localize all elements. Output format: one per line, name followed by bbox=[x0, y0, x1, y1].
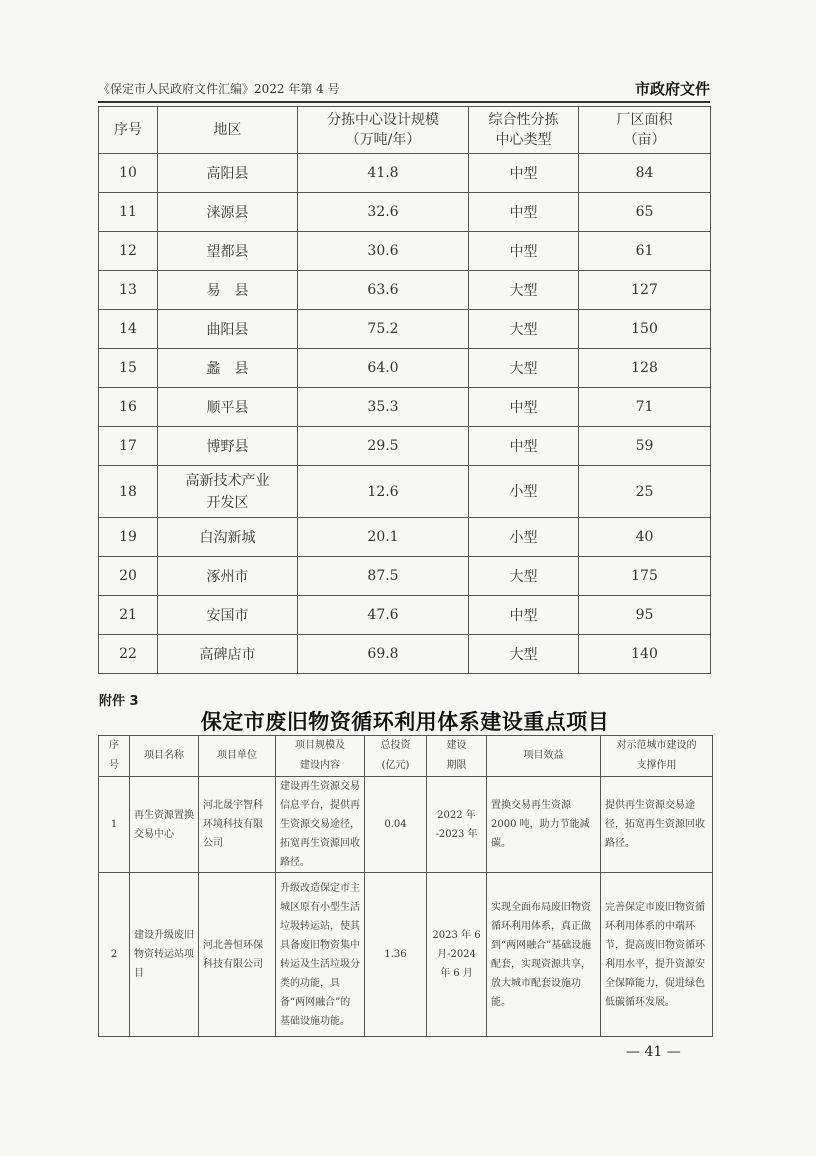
cell-type: 中型 bbox=[469, 154, 579, 193]
cell-type: 大型 bbox=[469, 635, 579, 674]
table-row bbox=[99, 557, 711, 596]
col-header-index: 序号 bbox=[99, 107, 158, 154]
col-header-project-name: 项目名称 bbox=[130, 736, 199, 777]
key-projects-table bbox=[98, 735, 713, 1037]
cell-area: 61 bbox=[579, 232, 711, 271]
cell-project-name: 再生资源置换交易中心 bbox=[130, 777, 199, 873]
table-row bbox=[99, 154, 711, 193]
cell-region: 高碑店市 bbox=[158, 635, 298, 674]
cell-capacity: 41.8 bbox=[298, 154, 469, 193]
cell-support: 完善保定市废旧物资循环利用体系的中端环节，提高废旧物资循环利用水平，提升资源安全保障能力，促进绿色低碳循环发展。 bbox=[601, 873, 713, 1037]
cell-support: 提供再生资源交易途径，拓宽再生资源回收路径。 bbox=[601, 777, 713, 873]
table-row bbox=[99, 388, 711, 427]
cell-area: 127 bbox=[579, 271, 711, 310]
cell-period: 2023 年 6 月-2024 年 6 月 bbox=[427, 873, 487, 1037]
cell-investment: 1.36 bbox=[365, 873, 427, 1037]
cell-project-unit: 河北晟宇智科环境科技有限公司 bbox=[199, 777, 276, 873]
cell-area: 59 bbox=[579, 427, 711, 466]
table-row bbox=[99, 777, 713, 873]
header-section: 市政府文件 bbox=[634, 80, 710, 98]
table-row bbox=[99, 596, 711, 635]
cell-index: 17 bbox=[99, 427, 158, 466]
cell-region: 曲阳县 bbox=[158, 310, 298, 349]
cell-type: 小型 bbox=[469, 518, 579, 557]
cell-capacity: 69.8 bbox=[298, 635, 469, 674]
cell-index: 10 bbox=[99, 154, 158, 193]
col-header-investment: 总投资 (亿元) bbox=[365, 736, 427, 777]
cell-capacity: 20.1 bbox=[298, 518, 469, 557]
cell-index: 14 bbox=[99, 310, 158, 349]
col-header-capacity: 分拣中心设计规模 （万吨/年） bbox=[298, 107, 469, 154]
cell-type: 中型 bbox=[469, 596, 579, 635]
table-header-row bbox=[99, 736, 713, 777]
cell-capacity: 47.6 bbox=[298, 596, 469, 635]
table-row bbox=[99, 466, 711, 518]
cell-project-unit: 河北善恒环保科技有限公司 bbox=[199, 873, 276, 1037]
cell-region: 白沟新城 bbox=[158, 518, 298, 557]
cell-region: 涞源县 bbox=[158, 193, 298, 232]
cell-region: 安国市 bbox=[158, 596, 298, 635]
cell-area: 150 bbox=[579, 310, 711, 349]
cell-period: 2022 年 -2023 年 bbox=[427, 777, 487, 873]
cell-capacity: 29.5 bbox=[298, 427, 469, 466]
cell-type: 中型 bbox=[469, 388, 579, 427]
header-rule bbox=[98, 101, 710, 103]
cell-index: 20 bbox=[99, 557, 158, 596]
running-header bbox=[98, 80, 710, 98]
table-row bbox=[99, 518, 711, 557]
cell-capacity: 35.3 bbox=[298, 388, 469, 427]
cell-benefit: 实现全面布局废旧物资循环利用体系，真正做到“两网融合”基础设施配套，实现资源共享，放大城市配套设施功能。 bbox=[487, 873, 601, 1037]
annex-label: 附件 3 bbox=[99, 694, 139, 709]
cell-index: 18 bbox=[99, 466, 158, 518]
cell-area: 25 bbox=[579, 466, 711, 518]
cell-area: 140 bbox=[579, 635, 711, 674]
col-header-scale: 项目规模及 建设内容 bbox=[276, 736, 365, 777]
cell-type: 大型 bbox=[469, 310, 579, 349]
cell-region: 蠡 县 bbox=[158, 349, 298, 388]
cell-type: 大型 bbox=[469, 557, 579, 596]
cell-index: 12 bbox=[99, 232, 158, 271]
col-header-support: 对示范城市建设的 支撑作用 bbox=[601, 736, 713, 777]
cell-type: 大型 bbox=[469, 271, 579, 310]
cell-index: 22 bbox=[99, 635, 158, 674]
sorting-center-table bbox=[98, 106, 711, 674]
cell-area: 84 bbox=[579, 154, 711, 193]
section-title: 保定市废旧物资循环利用体系建设重点项目 bbox=[200, 710, 610, 734]
table-row bbox=[99, 310, 711, 349]
col-header-index: 序 号 bbox=[99, 736, 130, 777]
table-row bbox=[99, 193, 711, 232]
cell-capacity: 87.5 bbox=[298, 557, 469, 596]
cell-project-name: 建设升级废旧物资转运站项目 bbox=[130, 873, 199, 1037]
cell-area: 175 bbox=[579, 557, 711, 596]
cell-region: 高新技术产业 开发区 bbox=[158, 466, 298, 518]
header-publication: 《保定市人民政府文件汇编》2022 年第 4 号 bbox=[98, 82, 340, 96]
table-header-row bbox=[99, 107, 711, 154]
cell-index: 19 bbox=[99, 518, 158, 557]
cell-type: 大型 bbox=[469, 349, 579, 388]
cell-investment: 0.04 bbox=[365, 777, 427, 873]
cell-type: 小型 bbox=[469, 466, 579, 518]
cell-capacity: 30.6 bbox=[298, 232, 469, 271]
cell-area: 40 bbox=[579, 518, 711, 557]
cell-scale: 建设再生资源交易信息平台，提供再生资源交易途径，拓宽再生资源回收路径。 bbox=[276, 777, 365, 873]
cell-index: 21 bbox=[99, 596, 158, 635]
col-header-benefit: 项目效益 bbox=[487, 736, 601, 777]
cell-area: 65 bbox=[579, 193, 711, 232]
cell-region: 涿州市 bbox=[158, 557, 298, 596]
cell-region: 高阳县 bbox=[158, 154, 298, 193]
cell-index: 11 bbox=[99, 193, 158, 232]
col-header-period: 建设 期限 bbox=[427, 736, 487, 777]
cell-index: 1 bbox=[99, 777, 130, 873]
cell-area: 71 bbox=[579, 388, 711, 427]
table-row bbox=[99, 635, 711, 674]
cell-index: 16 bbox=[99, 388, 158, 427]
cell-area: 95 bbox=[579, 596, 711, 635]
cell-area: 128 bbox=[579, 349, 711, 388]
col-header-area: 厂区面积 （亩） bbox=[579, 107, 711, 154]
cell-capacity: 63.6 bbox=[298, 271, 469, 310]
cell-type: 中型 bbox=[469, 193, 579, 232]
col-header-region: 地区 bbox=[158, 107, 298, 154]
cell-type: 中型 bbox=[469, 427, 579, 466]
cell-region: 易 县 bbox=[158, 271, 298, 310]
col-header-type: 综合性分拣 中心类型 bbox=[469, 107, 579, 154]
cell-scale: 升级改造保定市主城区原有小型生活垃圾转运站，使其具备废旧物资集中转运及生活垃圾分类的功能，具备“两网融合”的基础设施功能。 bbox=[276, 873, 365, 1037]
cell-capacity: 32.6 bbox=[298, 193, 469, 232]
cell-index: 15 bbox=[99, 349, 158, 388]
table-row bbox=[99, 427, 711, 466]
cell-capacity: 64.0 bbox=[298, 349, 469, 388]
table-row bbox=[99, 873, 713, 1037]
cell-capacity: 75.2 bbox=[298, 310, 469, 349]
cell-region: 博野县 bbox=[158, 427, 298, 466]
col-header-project-unit: 项目单位 bbox=[199, 736, 276, 777]
table-row bbox=[99, 349, 711, 388]
page-number: — 41 — bbox=[626, 1044, 681, 1060]
table-row bbox=[99, 271, 711, 310]
table-row bbox=[99, 232, 711, 271]
cell-index: 13 bbox=[99, 271, 158, 310]
cell-index: 2 bbox=[99, 873, 130, 1037]
cell-region: 顺平县 bbox=[158, 388, 298, 427]
cell-benefit: 置换交易再生资源 2000 吨，助力节能减碳。 bbox=[487, 777, 601, 873]
cell-region: 望都县 bbox=[158, 232, 298, 271]
cell-type: 中型 bbox=[469, 232, 579, 271]
cell-capacity: 12.6 bbox=[298, 466, 469, 518]
